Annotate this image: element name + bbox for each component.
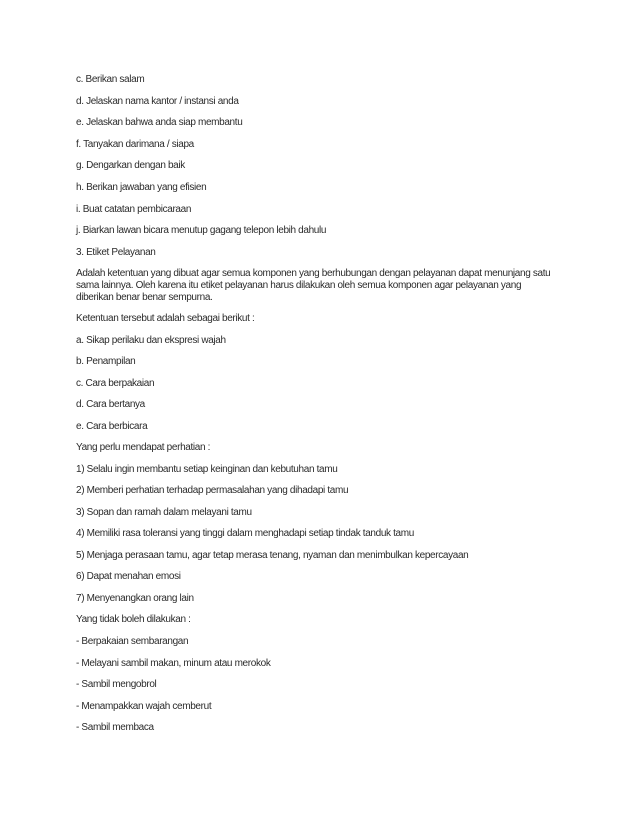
list-item: b. Penampilan [76,356,136,367]
list-item: - Melayani sambil makan, minum atau merokok [76,658,271,669]
list-item: c. Cara berpakaian [76,378,155,389]
list-item: j. Biarkan lawan bicara menutup gagang telepon lebih dahulu [76,225,327,236]
tidak-boleh-intro: Yang tidak boleh dilakukan : [76,614,191,625]
list-item: e. Jelaskan bahwa anda siap membantu [76,117,243,128]
list-item: h. Berikan jawaban yang efisien [76,182,207,193]
list-item: a. Sikap perilaku dan ekspresi wajah [76,335,226,346]
list-item: 6) Dapat menahan emosi [76,571,181,582]
list-item: c. Berikan salam [76,74,145,85]
list-item: d. Jelaskan nama kantor / instansi anda [76,96,239,107]
list-item: 5) Menjaga perasaan tamu, agar tetap merasa tenang, nyaman dan menimbulkan kepercayaan [76,550,469,561]
list-item: 4) Memiliki rasa toleransi yang tinggi dalam menghadapi setiap tindak tanduk tamu [76,528,414,539]
paragraph-line: diberikan benar benar sempurna. [76,292,213,303]
list-item: e. Cara berbicara [76,421,148,432]
list-item: d. Cara bertanya [76,399,145,410]
paragraph [76,268,572,304]
perhatian-intro: Yang perlu mendapat perhatian : [76,442,211,453]
list-item: i. Buat catatan pembicaraan [76,204,192,215]
paragraph-line: sama lainnya. Oleh karena itu etiket pelayanan harus dilakukan oleh semua komponen agar pelayanan yang [76,280,522,291]
paragraph-line: Adalah ketentuan yang dibuat agar semua komponen yang berhubungan dengan pelayanan dapat menunjang satu [76,268,551,279]
list-item: - Berpakaian sembarangan [76,636,189,647]
list-item: 3) Sopan dan ramah dalam melayani tamu [76,507,252,518]
section-heading: 3. Etiket Pelayanan [76,247,156,258]
ketentuan-intro: Ketentuan tersebut adalah sebagai berikut : [76,313,255,324]
list-item: 1) Selalu ingin membantu setiap keinginan dan kebutuhan tamu [76,464,338,475]
list-item: - Menampakkan wajah cemberut [76,701,212,712]
list-item: 7) Menyenangkan orang lain [76,593,194,604]
list-item: 2) Memberi perhatian terhadap permasalahan yang dihadapi tamu [76,485,349,496]
list-item: g. Dengarkan dengan baik [76,160,185,171]
list-item: f. Tanyakan darimana / siapa [76,139,194,150]
list-item: - Sambil membaca [76,722,154,733]
list-item: - Sambil mengobrol [76,679,157,690]
